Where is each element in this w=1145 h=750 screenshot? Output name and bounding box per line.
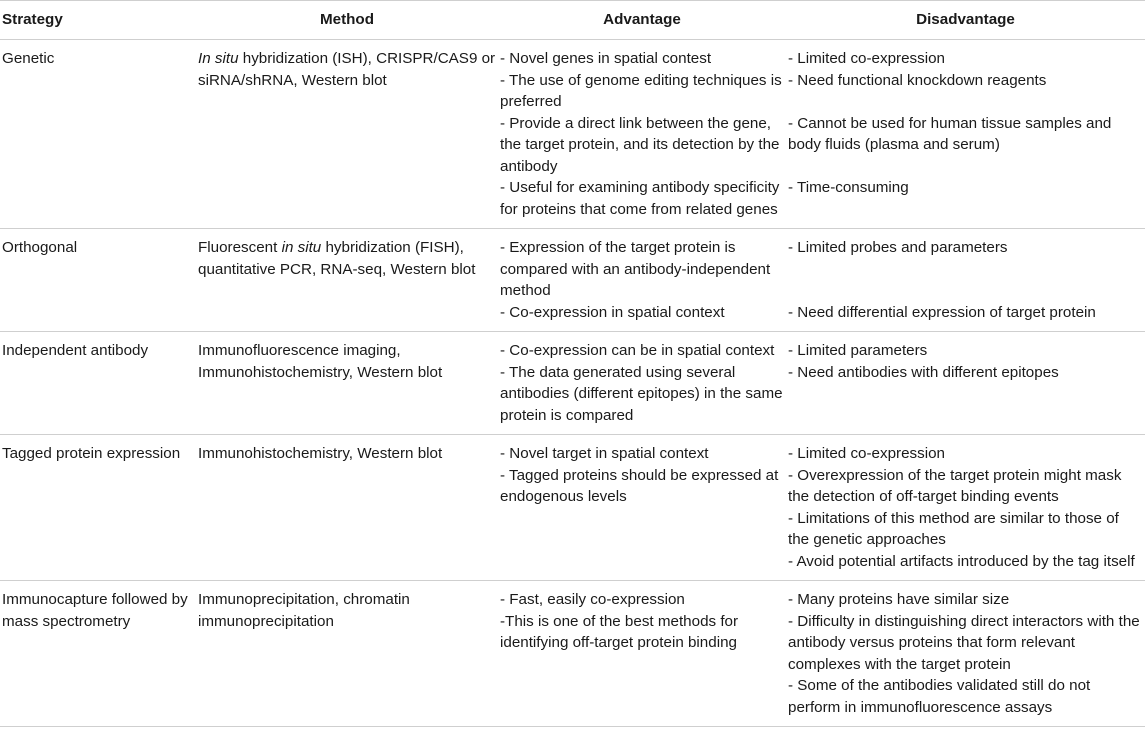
strategy-cell: Tagged protein expression	[0, 435, 196, 581]
disadvantage-cell	[786, 581, 1145, 727]
list-item: - Need differential expression of target protein	[788, 303, 1096, 321]
list-item: - Provide a direct link between the gene, the target protein, and its detection by the antibody	[500, 114, 780, 175]
list-item: - Limited co-expression	[788, 445, 945, 462]
list-spacer	[788, 91, 1143, 113]
method-italic: in situ	[281, 239, 322, 256]
table-row	[0, 332, 1145, 435]
header-row	[0, 1, 1145, 40]
list-item: - Tagged proteins should be expressed at endogenous levels	[500, 466, 779, 505]
disadvantage-cell	[786, 40, 1145, 229]
method-cell: Immunoprecipitation, chromatin immunoprecipitation	[196, 581, 498, 727]
list-item: - Avoid potential artifacts introduced by the tag itself	[788, 552, 1135, 570]
strategy-cell: Genetic	[0, 40, 196, 229]
table-row	[0, 581, 1145, 727]
table-row	[0, 40, 1145, 229]
list-item: - Novel target in spatial context	[500, 445, 709, 462]
list-item: - Limited probes and parameters	[788, 239, 1008, 256]
method-text: hybridization (FISH), quantitative PCR, RNA-seq, Western blot	[198, 239, 476, 278]
header-method: Method	[196, 1, 498, 40]
method-cell: Immunohistochemistry, Western blot	[196, 435, 498, 581]
disadvantage-cell	[786, 229, 1145, 332]
list-item: - Time-consuming	[788, 179, 909, 196]
list-spacer	[788, 259, 1143, 281]
list-spacer	[788, 280, 1143, 302]
list-item: - The use of genome editing techniques is preferred	[500, 71, 782, 110]
list-item: - Limited parameters	[788, 342, 928, 359]
list-item: - Need functional knockdown reagents	[788, 71, 1047, 89]
list-item: - Need antibodies with different epitopes	[788, 363, 1059, 381]
list-item: - Limitations of this method are similar to those of the genetic approaches	[788, 509, 1119, 548]
list-item: - Cannot be used for human tissue samples and body fluids (plasma and serum)	[788, 114, 1112, 153]
method-text: Fluorescent	[198, 239, 282, 256]
advantage-cell	[498, 435, 786, 581]
strategy-cell: Independent antibody	[0, 332, 196, 435]
method-text: hybridization (ISH), CRISPR/CAS9 or siRNA/shRNA, Western blot	[198, 50, 496, 89]
list-item: - Many proteins have similar size	[788, 591, 1010, 608]
method-cell	[196, 229, 498, 332]
list-item: - Novel genes in spatial contest	[500, 50, 712, 67]
table-row	[0, 435, 1145, 581]
advantage-cell	[498, 40, 786, 229]
advantage-cell	[498, 229, 786, 332]
list-item: - Expression of the target protein is compared with an antibody-independent method	[500, 239, 771, 299]
strategy-cell: Immunocapture followed by mass spectrometry	[0, 581, 196, 727]
method-italic: In situ	[198, 50, 239, 67]
list-item: - Limited co-expression	[788, 50, 945, 67]
list-item: - Overexpression of the target protein might mask the detection of off-target binding events	[788, 466, 1122, 505]
strategy-cell: Orthogonal	[0, 229, 196, 332]
advantage-cell	[498, 332, 786, 435]
list-item: - Fast, easily co-expression	[500, 591, 685, 608]
header-disadvantage: Disadvantage	[786, 1, 1145, 40]
list-item: - Useful for examining antibody specificity for proteins that come from related genes	[500, 179, 780, 218]
advantage-cell	[498, 581, 786, 727]
disadvantage-cell	[786, 435, 1145, 581]
method-cell	[196, 40, 498, 229]
list-item: - Some of the antibodies validated still do not perform in immunofluorescence assays	[788, 677, 1091, 716]
list-item: - Difficulty in distinguishing direct interactors with the antibody versus proteins that form relevant complexes with the target protein	[788, 612, 1140, 673]
list-item: - Co-expression in spatial context	[500, 303, 725, 321]
table-row	[0, 229, 1145, 332]
method-cell: Immunofluorescence imaging, Immunohistochemistry, Western blot	[196, 332, 498, 435]
list-item: - Co-expression can be in spatial context	[500, 342, 775, 359]
list-spacer	[788, 156, 1143, 178]
disadvantage-cell	[786, 332, 1145, 435]
header-advantage: Advantage	[498, 1, 786, 40]
list-item: - The data generated using several antibodies (different epitopes) in the same protein is compared	[500, 363, 783, 424]
header-strategy: Strategy	[0, 1, 196, 40]
list-item: -This is one of the best methods for identifying off-target protein binding	[500, 612, 739, 651]
